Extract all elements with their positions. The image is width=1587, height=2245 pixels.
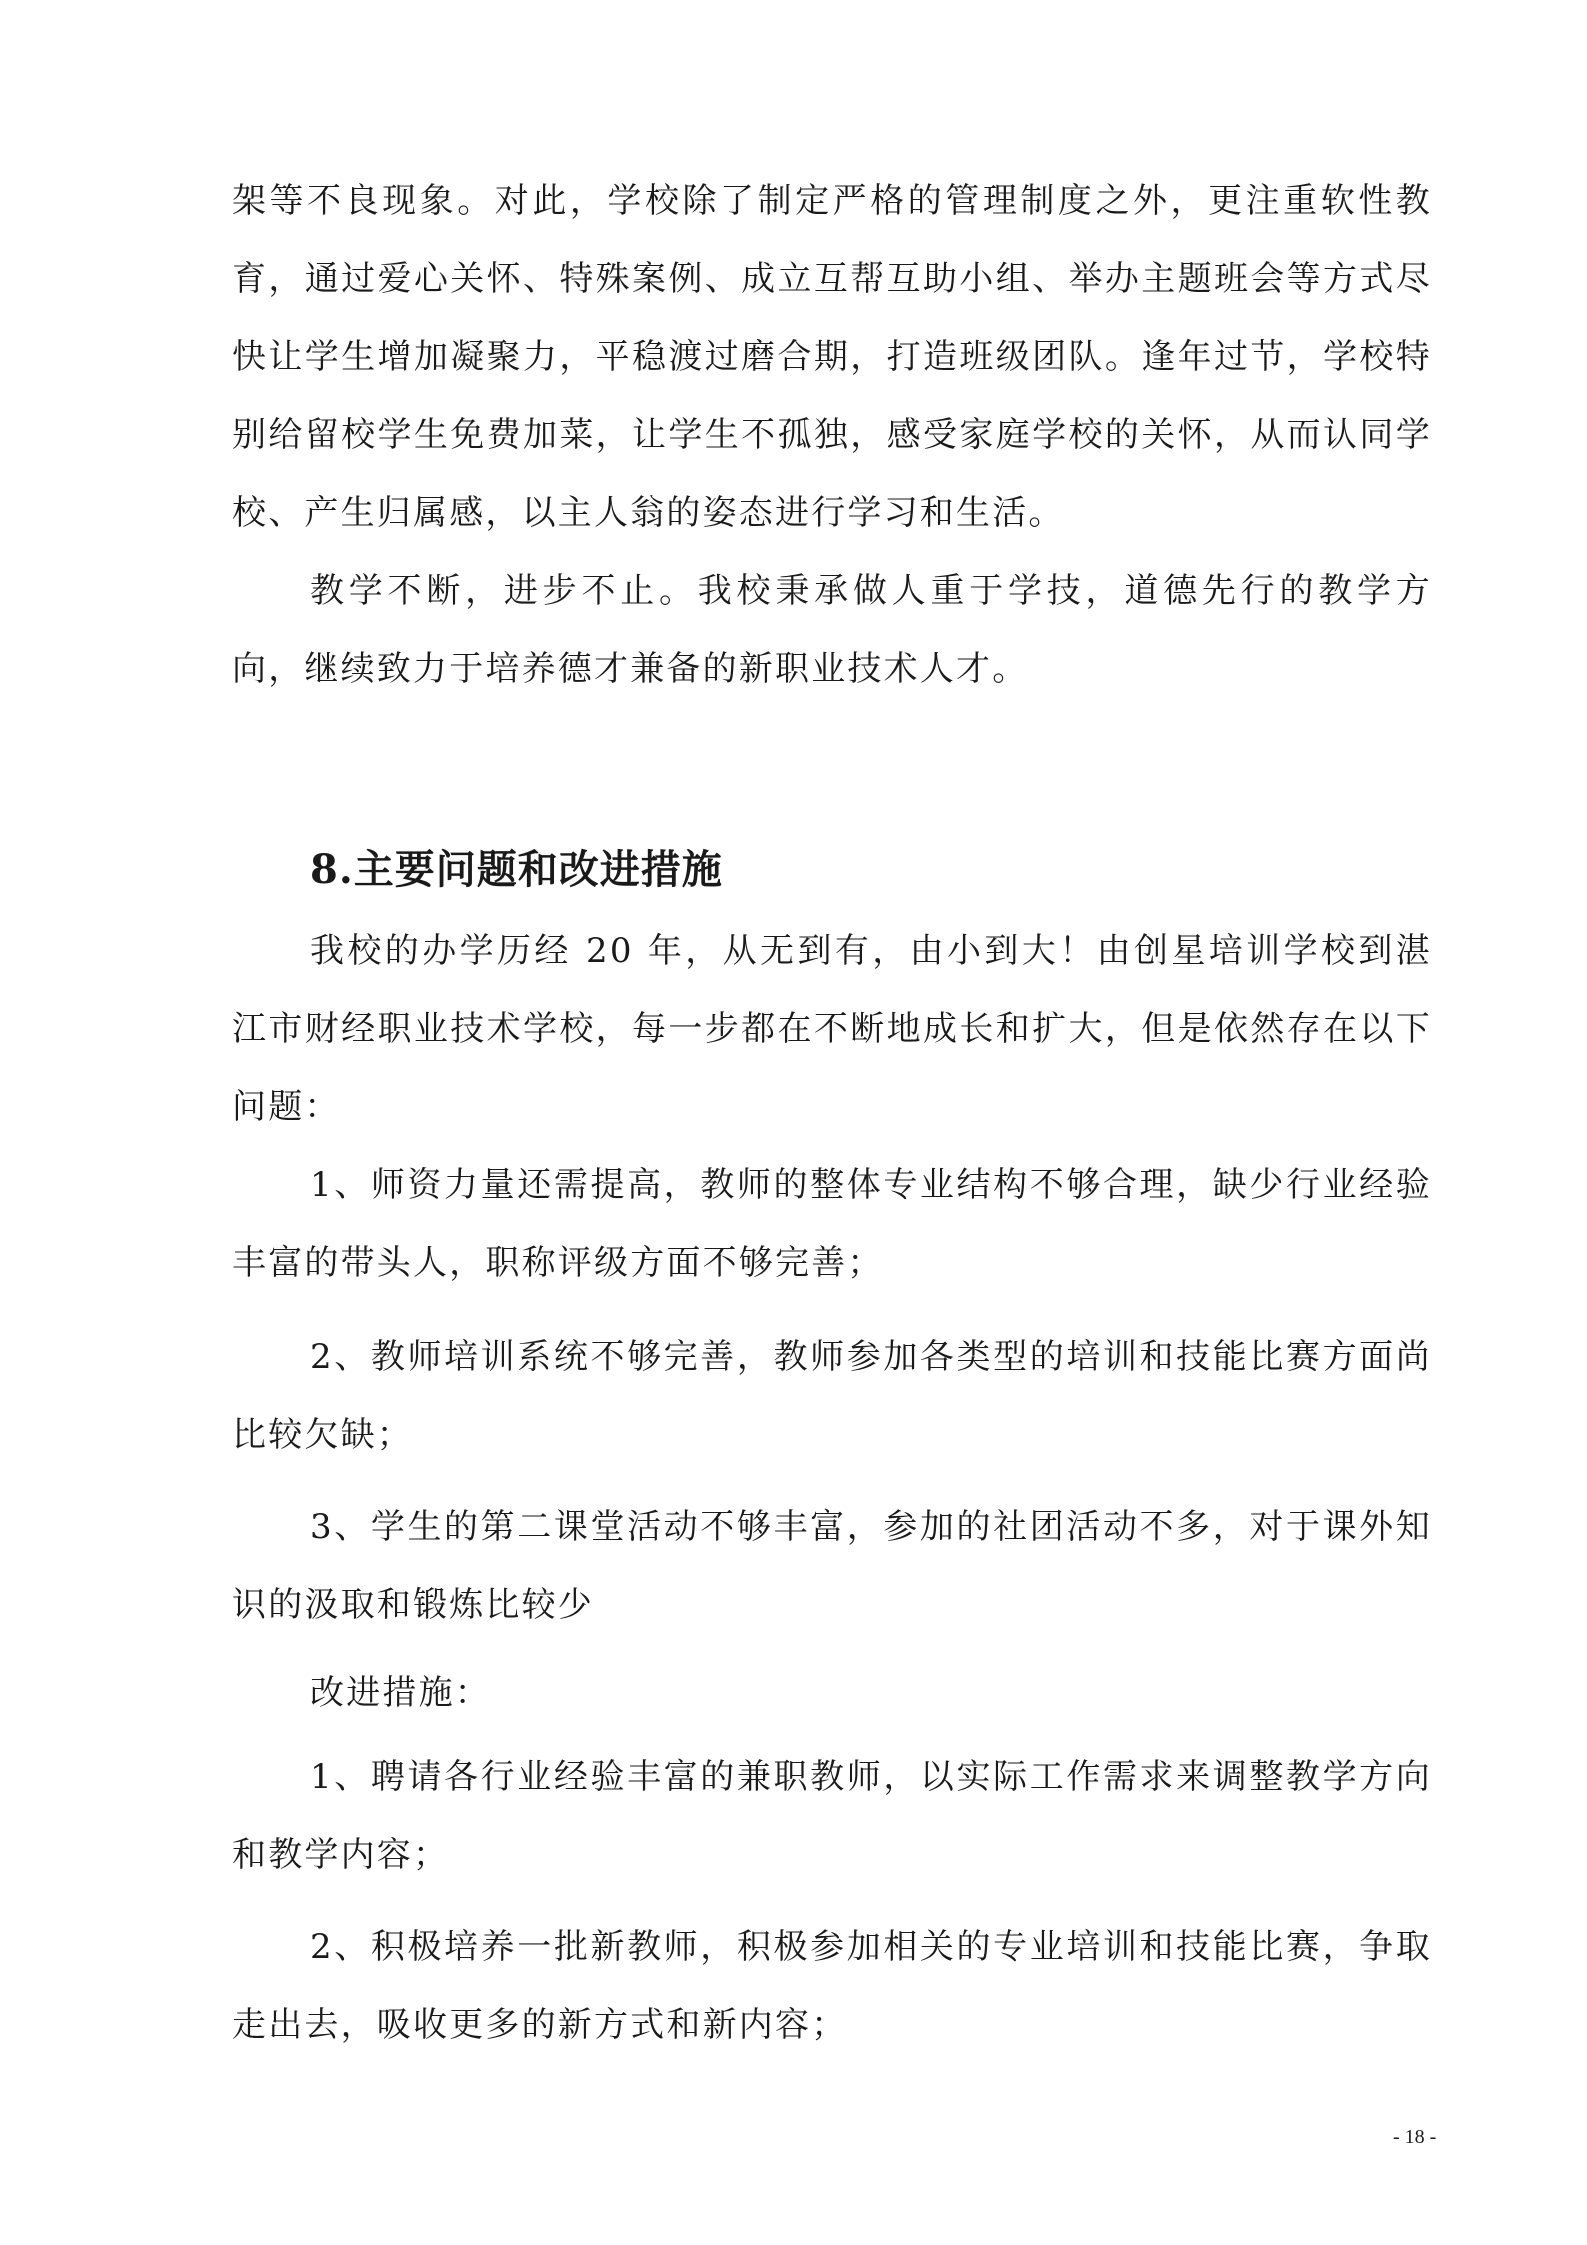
problem-item-3: 3、学生的第二课堂活动不够丰富，参加的社团活动不多，对于课外知识的汲取和锻炼比较少	[232, 1507, 1432, 1625]
section-intro-paragraph: 我校的办学历经 20 年，从无到有，由小到大！由创星培训学校到湛江市财经职业技术学校，每一步都在不断地成长和扩大，但是依然存在以下问题：	[232, 931, 1432, 1127]
measure-item-1: 1、聘请各行业经验丰富的兼职教师，以实际工作需求来调整教学方向和教学内容；	[232, 1757, 1432, 1875]
measure-item-2: 2、积极培养一批新教师，积极参加相关的专业培训和技能比赛，争取走出去，吸收更多的新方式和新内容；	[232, 1927, 1432, 2045]
measures-label: 改进措施：	[310, 1673, 491, 1713]
page-number: - 18 -	[1393, 2126, 1437, 2148]
problem-item-1: 1、师资力量还需提高，教师的整体专业结构不够合理，缺少行业经验丰富的带头人，职称评级方面不够完善；	[232, 1165, 1432, 1283]
section-heading: 8.主要问题和改进措施	[310, 846, 723, 893]
paragraph-teaching-progress: 教学不断，进步不止。我校秉承做人重于学技，道德先行的教学方向，继续致力于培养德才兼备的新职业技术人才。	[232, 571, 1432, 689]
paragraph-continuation: 架等不良现象。对此，学校除了制定严格的管理制度之外，更注重软性教育，通过爱心关怀、特殊案例、成立互帮互助小组、举办主题班会等方式尽快让学生增加凝聚力，平稳渡过磨合期，打造班级团队。逢年过节，学校特别给留校学生免费加菜，让学生不孤独，感受家庭学校的关怀，从而认同学校、产生归属感，以主人翁的姿态进行学习和生活。	[232, 181, 1432, 533]
problem-item-2: 2、教师培训系统不够完善，教师参加各类型的培训和技能比赛方面尚比较欠缺；	[232, 1337, 1432, 1455]
